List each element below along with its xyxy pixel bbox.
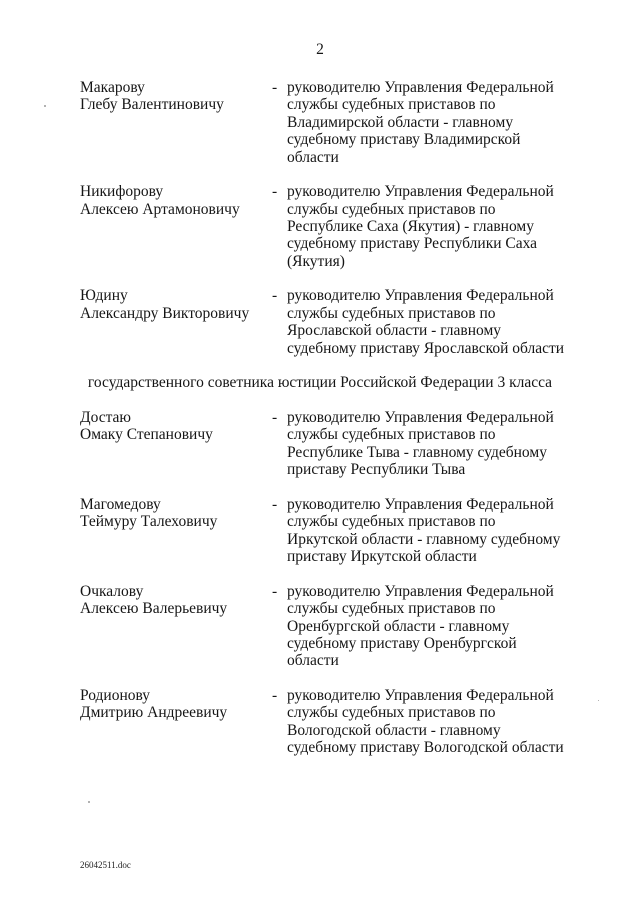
position-line: Иркутской области - главному судебному: [287, 530, 561, 548]
position-line: руководителю Управления Федеральной: [287, 687, 554, 705]
position-line: службы судебных приставов по: [287, 304, 496, 322]
appointee-given-names: Алексею Артамоновичу: [80, 200, 240, 218]
position-line: службы судебных приставов по: [287, 96, 496, 114]
position-line: Республике Саха (Якутия) - главному: [287, 217, 534, 235]
appointee-position: [287, 183, 580, 270]
position-line: приставу Республики Тыва: [287, 461, 466, 479]
appointee-entry: [80, 183, 580, 270]
appointee-entry: [80, 409, 580, 479]
appointee-name: [80, 287, 272, 357]
appointee-position: [287, 79, 580, 166]
appointee-surname: Макарову: [80, 79, 145, 96]
position-line: области: [287, 652, 339, 670]
position-line: судебному приставу Ярославской области: [287, 339, 565, 357]
position-line: руководителю Управления Федеральной: [287, 79, 554, 96]
rank-heading: государственного советника юстиции Российской Федерации 3 класса: [87, 374, 553, 392]
appointee-surname: Магомедову: [80, 495, 161, 513]
appointee-name: [80, 409, 272, 479]
position-line: службы судебных приставов по: [287, 426, 496, 444]
position-line: области: [287, 148, 339, 166]
appointment-list: [80, 79, 580, 774]
position-line: руководителю Управления Федеральной: [287, 183, 554, 201]
appointee-entry: [80, 583, 580, 670]
position-line: руководителю Управления Федеральной: [287, 495, 554, 513]
entry-dash: -: [272, 409, 278, 427]
position-line: Республике Тыва - главному судебному: [287, 443, 547, 461]
scan-speck: [88, 801, 90, 803]
appointee-name: [80, 583, 272, 670]
appointee-position: [287, 409, 580, 479]
position-line: службы судебных приставов по: [287, 513, 496, 531]
position-line: руководителю Управления Федеральной: [287, 409, 554, 427]
position-line: службы судебных приставов по: [287, 600, 496, 618]
position-line: судебному приставу Республики Саха: [287, 235, 538, 253]
appointee-position: [287, 687, 580, 757]
position-line: Ярославской области - главному: [287, 322, 502, 340]
appointee-entry: [80, 496, 580, 566]
entry-dash: -: [272, 687, 278, 705]
entry-dash: -: [272, 495, 278, 513]
appointee-surname: Очкалову: [80, 582, 144, 600]
position-line: судебному приставу Вологодской области: [287, 739, 564, 757]
entry-dash: -: [272, 79, 278, 96]
appointee-given-names: Глебу Валентиновичу: [80, 96, 224, 114]
appointee-position: [287, 583, 580, 670]
entry-dash: -: [272, 287, 278, 305]
position-line: службы судебных приставов по: [287, 704, 496, 722]
position-line: Вологодской области - главному: [287, 721, 501, 739]
position-line: Владимирской области - главному: [287, 113, 514, 131]
appointee-position: [287, 496, 580, 566]
appointee-entry: [80, 79, 580, 166]
appointee-entry: [80, 287, 580, 357]
appointee-given-names: Александру Викторовичу: [80, 304, 250, 322]
appointee-given-names: Дмитрию Андреевичу: [80, 704, 228, 722]
appointee-name: [80, 496, 272, 566]
appointee-surname: Достаю: [80, 409, 132, 427]
position-line: руководителю Управления Федеральной: [287, 287, 554, 305]
appointee-surname: Юдину: [80, 287, 128, 305]
appointee-given-names: Алексею Валерьевичу: [80, 600, 228, 618]
appointee-surname: Родионову: [80, 687, 151, 705]
footer-filename: 26042511.doc: [80, 860, 131, 870]
position-line: (Якутия): [287, 252, 345, 270]
scan-speck: [44, 105, 46, 107]
appointee-name: [80, 79, 272, 166]
position-line: судебному приставу Владимирской: [287, 131, 521, 149]
appointee-given-names: Теймуру Талеховичу: [80, 513, 218, 531]
position-line: Оренбургской области - главному: [287, 617, 510, 635]
scan-speck: [598, 700, 599, 701]
appointee-given-names: Омаку Степановичу: [80, 426, 213, 444]
position-line: службы судебных приставов по: [287, 200, 496, 218]
page-number: 2: [316, 41, 324, 58]
position-line: судебному приставу Оренбургской: [287, 634, 517, 652]
appointee-surname: Никифорову: [80, 183, 164, 201]
position-line: руководителю Управления Федеральной: [287, 582, 554, 600]
appointee-name: [80, 687, 272, 757]
appointee-position: [287, 287, 580, 357]
position-line: приставу Иркутской области: [287, 548, 477, 566]
appointee-name: [80, 183, 272, 270]
appointee-entry: [80, 687, 580, 757]
entry-dash: -: [272, 183, 278, 201]
entry-dash: -: [272, 582, 278, 600]
